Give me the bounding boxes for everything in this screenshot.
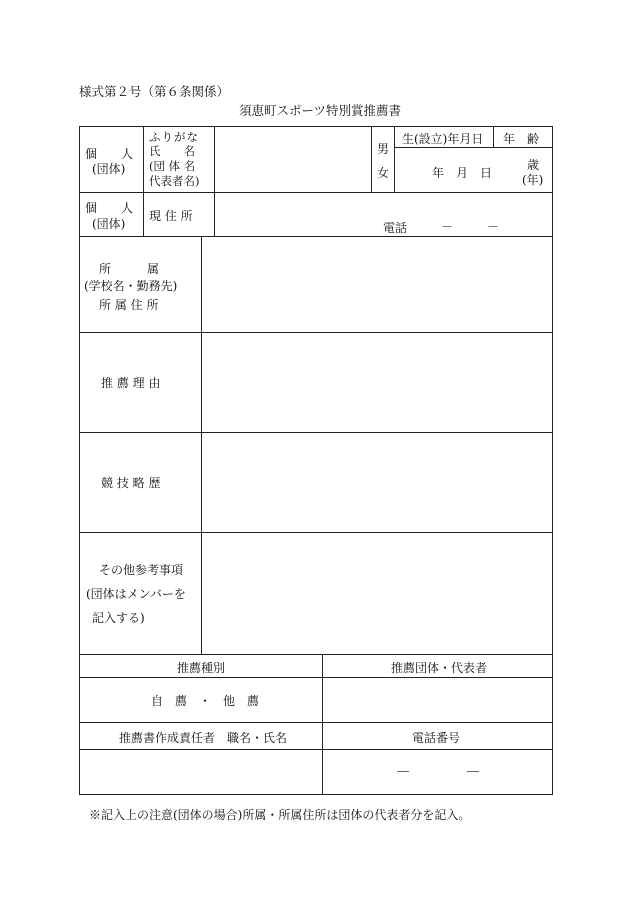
birth-date-field[interactable]: 年 月 日 xyxy=(432,166,493,180)
name-label: 氏 名 xyxy=(149,144,195,158)
other-sub-label-1: (団体はメンバーを xyxy=(86,587,186,601)
group-name-label: (団 体 名 xyxy=(149,159,196,173)
birth-date-header: 生(設立)年月日 xyxy=(402,132,484,146)
row2-label-sub: (団体) xyxy=(92,217,126,231)
affiliation-sub-label: (学校名・勤務先) xyxy=(84,279,178,293)
other-sub-label-2: 記入する) xyxy=(92,611,145,625)
row1-label-main: 個 人 xyxy=(85,147,134,161)
phone-number-dash-1: ― xyxy=(397,764,409,778)
phone-dash-2: － xyxy=(487,220,500,234)
row1-label-sub: (団体) xyxy=(92,162,126,176)
recommend-type-value[interactable]: 自 薦 ・ 他 薦 xyxy=(151,694,260,708)
phone-number-header: 電話番号 xyxy=(412,731,461,745)
address-label: 現 住 所 xyxy=(149,209,193,223)
representative-label: 代表者名) xyxy=(149,174,200,188)
recommender-header: 推薦団体・代表者 xyxy=(391,661,488,675)
form-number: 様式第２号（第６条関係） xyxy=(79,84,230,99)
author-header: 推薦書作成責任者 職名・氏名 xyxy=(119,731,288,745)
history-field[interactable] xyxy=(202,433,552,532)
affiliation-field[interactable] xyxy=(202,237,552,332)
recommend-type-header: 推薦種別 xyxy=(177,661,226,675)
page-title: 須恵町スポーツ特別賞推薦書 xyxy=(239,103,402,118)
other-field[interactable] xyxy=(202,533,552,654)
year-unit: (年) xyxy=(522,173,544,187)
author-field[interactable] xyxy=(80,750,322,794)
male-label: 男 xyxy=(377,142,390,156)
furigana-label: ふりがな xyxy=(149,130,199,144)
footnote: ※記入上の注意(団体の場合)所属・所属住所は団体の代表者分を記入。 xyxy=(89,808,471,822)
age-unit: 歳 xyxy=(527,158,540,172)
other-label: その他参考事項 xyxy=(99,563,184,577)
phone-number-dash-2: ― xyxy=(467,764,479,778)
phone-dash-1: － xyxy=(441,220,454,234)
phone-number-field[interactable] xyxy=(323,750,552,794)
reason-field[interactable] xyxy=(202,333,552,432)
name-field[interactable] xyxy=(215,127,371,192)
age-header: 年 齢 xyxy=(503,132,540,146)
reason-label: 推 薦 理 由 xyxy=(101,376,161,390)
phone-label: 電話 xyxy=(383,221,408,235)
female-label: 女 xyxy=(377,166,390,180)
affiliation-address-label: 所 属 住 所 xyxy=(99,298,159,312)
history-label: 競 技 略 歴 xyxy=(101,476,161,490)
row2-label-main: 個 人 xyxy=(85,201,134,215)
affiliation-label: 所 属 xyxy=(99,262,160,276)
recommender-field[interactable] xyxy=(323,678,552,722)
